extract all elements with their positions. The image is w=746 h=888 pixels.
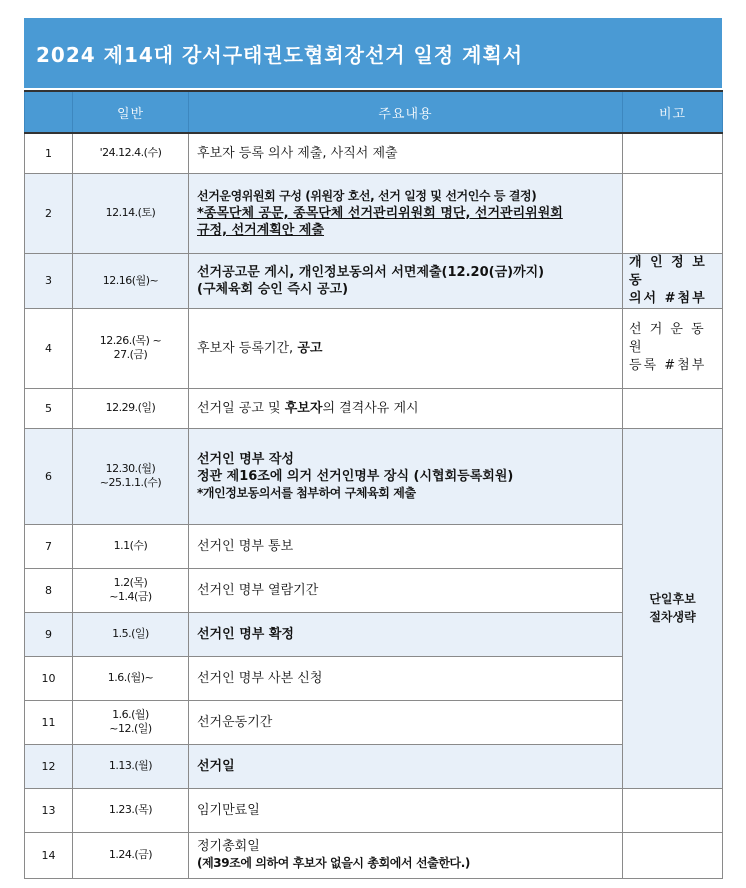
date-line: ~25.1.1.(수)	[99, 476, 162, 489]
row-number: 9	[25, 612, 73, 656]
date-line: 27.(금)	[113, 348, 148, 361]
row-number: 8	[25, 568, 73, 612]
row-date	[73, 612, 189, 656]
content-line: *종목단체 공문, 종목단체 선거관리위원회 명단, 선거관리위원회	[197, 205, 563, 221]
row-note	[623, 173, 723, 253]
row-date	[73, 700, 189, 744]
table-row	[25, 524, 723, 568]
table-row	[25, 700, 723, 744]
table-row	[25, 308, 723, 388]
note-line: 선 거 운 동 원	[629, 322, 706, 355]
content-emphasis: 후보자	[284, 400, 323, 416]
content-line: 정관 제16조에 의거 선거인명부 장식 (시협회등록회원)	[197, 468, 514, 484]
row-date	[73, 253, 189, 308]
row-date	[73, 788, 189, 832]
date-line: ~1.4(금)	[109, 590, 152, 603]
row-number: 10	[25, 656, 73, 700]
content-line: 선거인 명부 작성	[197, 451, 294, 467]
document-title: 2024 제14대 강서구태권도협회장선거 일정 계획서	[24, 18, 722, 88]
row-date	[73, 133, 189, 173]
date-line: 1.5.(일)	[112, 627, 149, 640]
row-content	[189, 253, 623, 308]
row-content	[189, 612, 623, 656]
note-line: 의서 #첨부	[629, 290, 707, 306]
table-row	[25, 428, 723, 524]
content-line: *개인정보동의서를 첨부하여 구체육회 제출	[197, 485, 416, 500]
header-no	[25, 91, 73, 133]
row-note	[623, 788, 723, 832]
content-line: 선거인 명부 확정	[197, 626, 294, 642]
date-line: 12.26.(목) ~	[99, 334, 162, 347]
row-content	[189, 524, 623, 568]
content-text: 선거일 공고 및	[197, 400, 285, 416]
date-line: ~12.(일)	[109, 722, 152, 735]
row-number: 7	[25, 524, 73, 568]
note-line: 절차생략	[649, 610, 696, 624]
table-row	[25, 253, 723, 308]
date-line: 12.14.(토)	[105, 206, 156, 219]
header-content: 주요내용	[189, 91, 623, 133]
table-row	[25, 133, 723, 173]
row-content	[189, 388, 623, 428]
content-line: 선거운영위원회 구성 (위원장 호선, 선거 일정 및 선거인수 등 결정)	[197, 188, 537, 203]
row-number: 5	[25, 388, 73, 428]
row-content	[189, 744, 623, 788]
row-note	[623, 253, 723, 308]
date-line: 1.6.(월)	[112, 708, 149, 721]
note-line: 단일후보	[649, 592, 696, 606]
content-line: 선거공고문 게시, 개인정보동의서 서면제출(12.20(금)까지)	[197, 264, 545, 280]
row-content	[189, 788, 623, 832]
row-content	[189, 308, 623, 388]
row-date	[73, 308, 189, 388]
date-line: 12.16(월)~	[102, 273, 159, 287]
content-line: 임기만료일	[197, 802, 260, 818]
row-content	[189, 428, 623, 524]
table-row	[25, 788, 723, 832]
content-line: 규정, 선거계획안 제출	[197, 222, 325, 238]
table-row	[25, 568, 723, 612]
row-note	[623, 832, 723, 878]
row-number: 3	[25, 253, 73, 308]
date-line: 12.29.(일)	[105, 401, 156, 414]
row-note	[623, 133, 723, 173]
date-line: 1.23.(목)	[108, 803, 153, 816]
table-header-row	[25, 91, 723, 133]
row-date	[73, 656, 189, 700]
date-line: 1.13.(월)	[108, 759, 153, 772]
row-date	[73, 388, 189, 428]
row-content	[189, 700, 623, 744]
content-line: 선거일	[197, 758, 235, 774]
date-line: 1.24.(금)	[108, 848, 153, 861]
row-number: 4	[25, 308, 73, 388]
content-line: 선거인 명부 통보	[197, 538, 294, 554]
row-note	[623, 388, 723, 428]
schedule-table	[24, 90, 723, 879]
row-content	[189, 173, 623, 253]
row-number: 11	[25, 700, 73, 744]
content-line: 선거인 명부 사본 신청	[197, 670, 323, 686]
row-date	[73, 173, 189, 253]
table-row	[25, 612, 723, 656]
note-line: 등록 #첨부	[629, 358, 707, 373]
row-date	[73, 568, 189, 612]
content-line: 선거인 명부 열람기간	[197, 582, 319, 598]
row-number: 6	[25, 428, 73, 524]
content-line: (제39조에 의하여 후보자 없을시 총회에서 선출한다.)	[197, 856, 470, 870]
header-general: 일반	[73, 91, 189, 133]
content-line: 후보자 등록 의사 제출, 사직서 제출	[197, 145, 398, 161]
date-line: 1.2(목)	[113, 576, 148, 589]
table-row	[25, 832, 723, 878]
row-note	[623, 308, 723, 388]
row-number: 12	[25, 744, 73, 788]
row-number: 13	[25, 788, 73, 832]
date-line: 1.1(수)	[113, 539, 148, 552]
content-line: 정기총회일	[197, 839, 260, 854]
content-emphasis: 공고	[297, 340, 323, 356]
content-line: 선거운동기간	[197, 714, 273, 730]
row-number: 1	[25, 133, 73, 173]
table-row	[25, 388, 723, 428]
row-date	[73, 744, 189, 788]
row-content	[189, 568, 623, 612]
row-content	[189, 133, 623, 173]
content-text: 후보자 등록기간,	[197, 340, 298, 356]
row-date	[73, 832, 189, 878]
note-line: 개 인 정 보 동	[629, 254, 707, 288]
row-content	[189, 832, 623, 878]
table-row	[25, 744, 723, 788]
row-number: 14	[25, 832, 73, 878]
merged-note-cell	[623, 428, 723, 788]
table-row	[25, 656, 723, 700]
row-date	[73, 428, 189, 524]
content-text: 의 결격사유 게시	[322, 400, 419, 416]
content-line: (구체육회 승인 즉시 공고)	[197, 281, 349, 297]
row-date	[73, 524, 189, 568]
date-line: 1.6.(월)~	[107, 671, 154, 684]
table-row	[25, 173, 723, 253]
header-note: 비고	[623, 91, 723, 133]
date-line: '24.12.4.(수)	[99, 146, 162, 160]
row-number: 2	[25, 173, 73, 253]
row-content	[189, 656, 623, 700]
date-line: 12.30.(월)	[105, 462, 156, 475]
